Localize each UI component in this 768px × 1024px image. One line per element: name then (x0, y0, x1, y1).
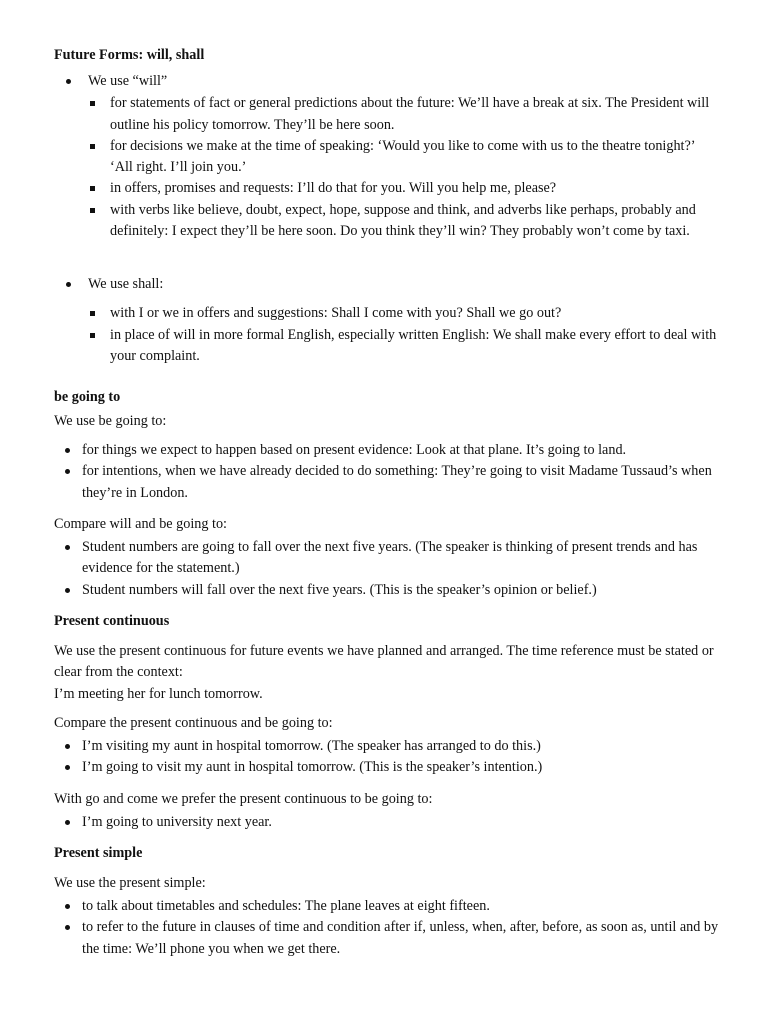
shall-uses-list (54, 303, 720, 367)
list-item: to talk about timetables and schedules: The plane leaves at eight fifteen. (54, 896, 720, 917)
list-item: to refer to the future in clauses of time and condition after if, unless, when, after, before, as soon as, until and by the time: We’ll phone you when we get there. (54, 917, 720, 960)
will-list (54, 71, 720, 242)
compare-continuous-list (54, 736, 720, 779)
list-item: Student numbers will fall over the next five years. (This is the speaker’s opinion or belief.) (54, 580, 720, 601)
go-come-list (54, 812, 720, 833)
list-item: in place of will in more formal English, especially written English: We shall make every effort to deal with your complaint. (54, 325, 720, 368)
will-uses-list (54, 93, 720, 242)
list-item (54, 71, 720, 242)
present-simple-list (54, 896, 720, 960)
compare-will-going-to: Compare will and be going to: (54, 516, 227, 532)
shall-list (54, 274, 720, 367)
list-item: in offers, promises and requests: I’ll do that for you. Will you help me, please? (54, 178, 720, 199)
going-to-list (54, 440, 720, 504)
shall-intro: We use shall: (88, 276, 164, 292)
list-item: Student numbers are going to fall over the next five years. (The speaker is thinking of present trends and has evidence for the statement.) (54, 537, 720, 580)
compare-continuous-going-to: Compare the present continuous and be going to: (54, 715, 333, 731)
present-continuous-paragraph: We use the present continuous for future events we have planned and arranged. The time reference must be stated or clear from the context: (54, 643, 714, 681)
compare-will-going-to-list (54, 537, 720, 601)
list-item: for decisions we make at the time of speaking: ‘Would you like to come with us to the theatre tonight?’ ‘All right. I’ll join you.’ (54, 136, 720, 179)
list-item: I’m going to university next year. (54, 812, 720, 833)
present-simple-intro: We use the present simple: (54, 875, 206, 891)
list-item: for intentions, when we have already decided to do something: They’re going to visit Madame Tussaud’s when they’re in London. (54, 461, 720, 504)
list-item: I’m going to visit my aunt in hospital tomorrow. (This is the speaker’s intention.) (54, 757, 720, 778)
list-item: for things we expect to happen based on present evidence: Look at that plane. It’s going to land. (54, 440, 720, 461)
list-item: I’m visiting my aunt in hospital tomorrow. (The speaker has arranged to do this.) (54, 736, 720, 757)
list-item: for statements of fact or general predictions about the future: We’ll have a break at six. The President will outline his policy tomorrow. They’ll be here soon. (54, 93, 720, 136)
will-intro: We use “will” (88, 73, 168, 89)
section-heading-present-simple: Present simple (54, 845, 143, 861)
go-come-intro: With go and come we prefer the present continuous to be going to: (54, 791, 433, 807)
list-item (54, 274, 720, 367)
list-item: with verbs like believe, doubt, expect, hope, suppose and think, and adverbs like perhaps, probably and definitely: I expect they’ll be here soon. Do you think they’ll win? They probably won’t come by taxi. (54, 200, 720, 243)
going-to-intro: We use be going to: (54, 413, 167, 429)
section-heading-going-to: be going to (54, 389, 121, 405)
section-heading-present-continuous: Present continuous (54, 613, 170, 629)
list-item: with I or we in offers and suggestions: Shall I come with you? Shall we go out? (54, 303, 720, 324)
section-heading-will-shall: Future Forms: will, shall (54, 47, 205, 63)
present-continuous-example: I’m meeting her for lunch tomorrow. (54, 686, 263, 702)
